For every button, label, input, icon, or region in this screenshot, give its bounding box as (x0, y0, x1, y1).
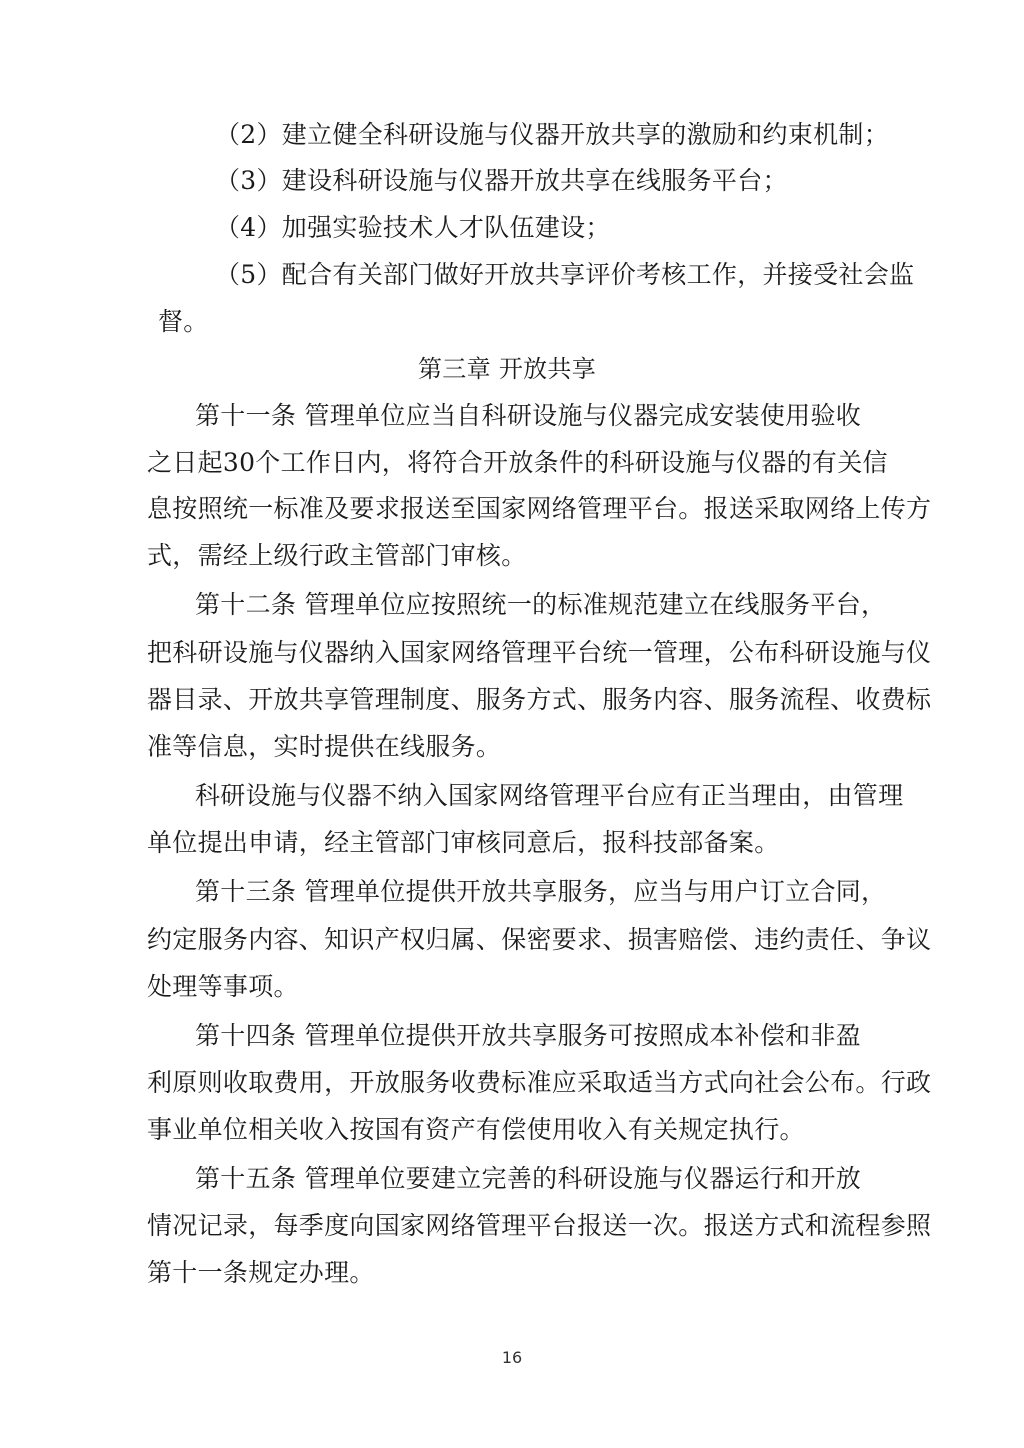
paragraph-line: 器目录、开放共享管理制度、服务方式、服务内容、服务流程、收费标 (147, 685, 932, 714)
paragraph-line: 利原则收取费用，开放服务收费标准应采取适当方式向社会公布。行政 (147, 1068, 932, 1097)
paragraph-line: 事业单位相关收入按国有资产有偿使用收入有关规定执行。 (147, 1115, 805, 1144)
list-item: （4）加强实验技术人才队伍建设； (215, 213, 611, 242)
paragraph-line: 第十三条 管理单位提供开放共享服务，应当与用户订立合同， (195, 877, 887, 906)
paragraph-line: 第十二条 管理单位应按照统一的标准规范建立在线服务平台， (195, 590, 887, 619)
paragraph-line: 约定服务内容、知识产权归属、保密要求、损害赔偿、违约责任、争议 (147, 925, 932, 954)
paragraph-line: 式，需经上级行政主管部门审核。 (147, 541, 527, 570)
paragraph-line: 准等信息，实时提供在线服务。 (147, 732, 502, 761)
chapter-heading: 第三章 开放共享 (418, 355, 597, 383)
paragraph-line: 第十一条 管理单位应当自科研设施与仪器完成安装使用验收 (195, 401, 862, 430)
paragraph-line: 单位提出申请，经主管部门审核同意后，报科技部备案。 (147, 828, 780, 857)
paragraph-line: 第十四条 管理单位提供开放共享服务可按照成本补偿和非盈 (195, 1021, 862, 1050)
paragraph-line: 第十一条规定办理。 (147, 1258, 375, 1287)
list-item-continuation: 督。 (158, 307, 209, 336)
page-number: 16 (501, 1348, 523, 1367)
paragraph-line: 处理等事项。 (147, 972, 299, 1001)
paragraph-line: 第十五条 管理单位要建立完善的科研设施与仪器运行和开放 (195, 1164, 862, 1193)
paragraph-line: 科研设施与仪器不纳入国家网络管理平台应有正当理由，由管理 (195, 781, 904, 810)
list-item: （5）配合有关部门做好开放共享评价考核工作，并接受社会监 (215, 260, 915, 289)
paragraph-line: 把科研设施与仪器纳入国家网络管理平台统一管理，公布科研设施与仪 (147, 638, 932, 667)
paragraph-line: 息按照统一标准及要求报送至国家网络管理平台。报送采取网络上传方 (147, 494, 932, 523)
list-item: （3）建设科研设施与仪器开放共享在线服务平台； (215, 166, 788, 195)
list-item: （2）建立健全科研设施与仪器开放共享的激励和约束机制； (215, 120, 890, 149)
paragraph-line: 之日起30个工作日内，将符合开放条件的科研设施与仪器的有关信 (147, 448, 888, 477)
paragraph-line: 情况记录，每季度向国家网络管理平台报送一次。报送方式和流程参照 (147, 1211, 932, 1240)
